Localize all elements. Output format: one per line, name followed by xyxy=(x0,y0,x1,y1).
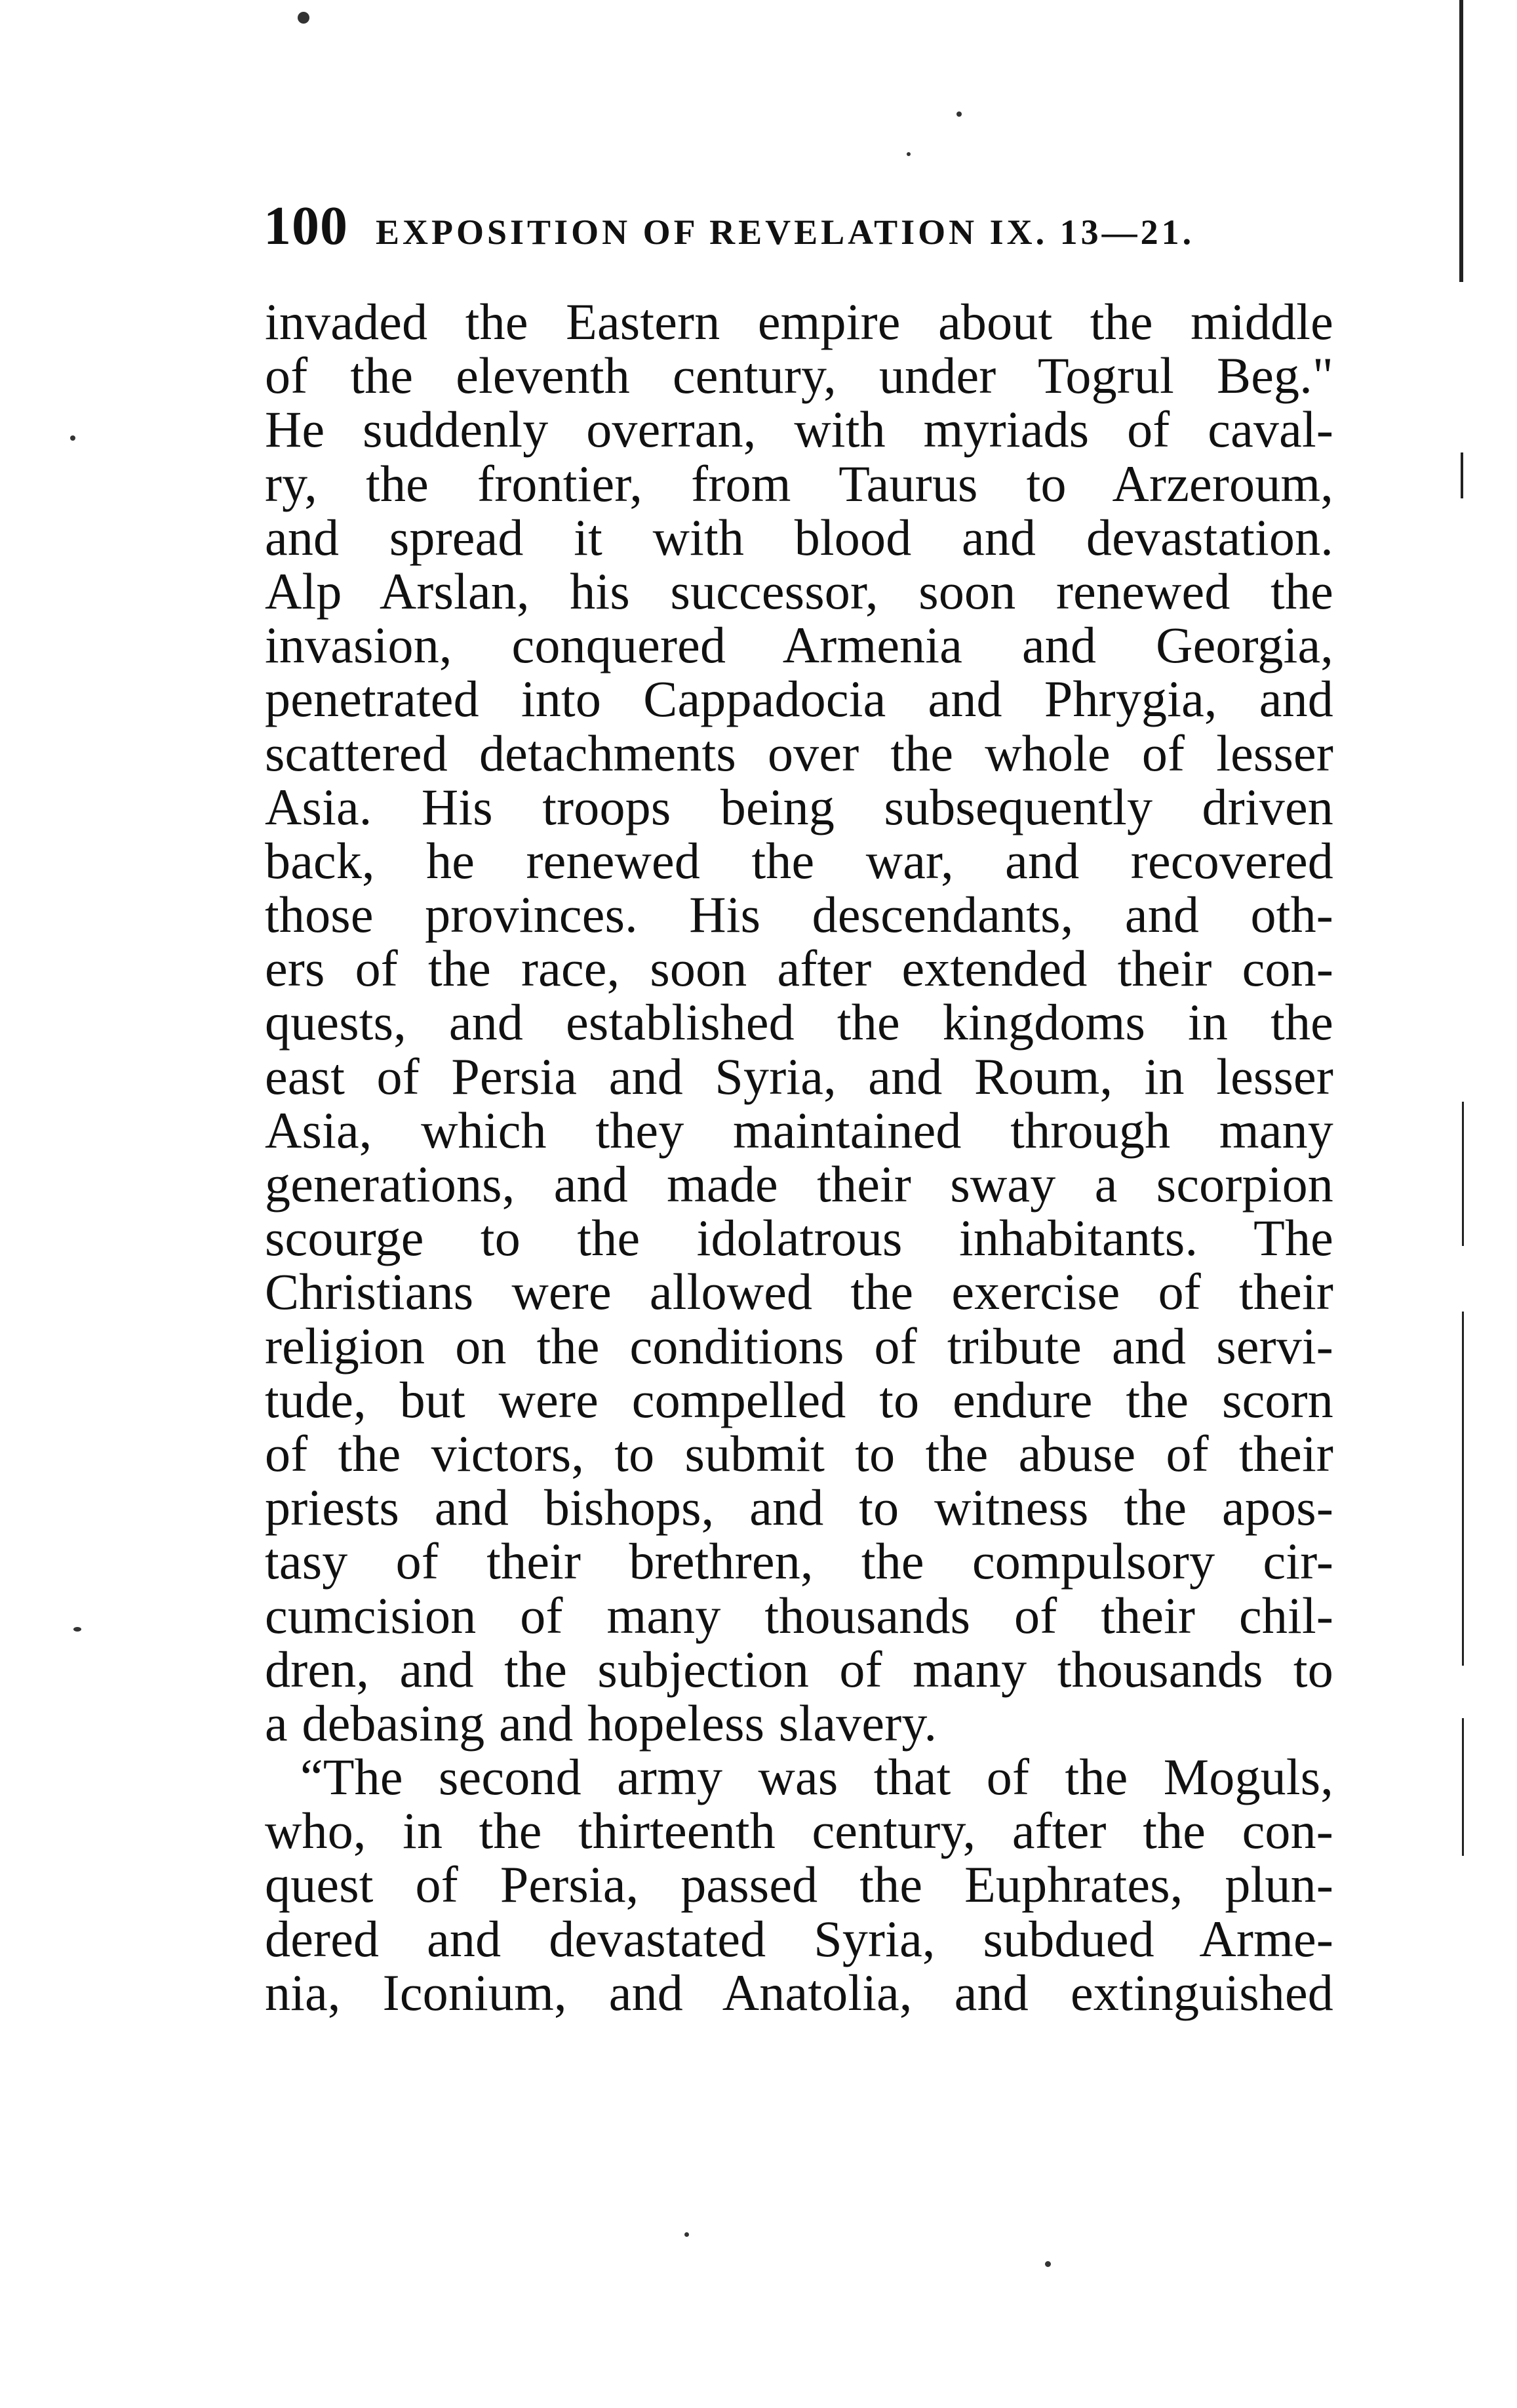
scan-speck xyxy=(70,435,75,441)
text-line: ry, the frontier, from Taurus to Arzeroum, xyxy=(265,454,1333,512)
gutter-edge-line xyxy=(1462,1102,1464,1246)
text-line: nia, Iconium, and Anatolia, and extinguished xyxy=(265,1963,1333,2021)
text-line: scattered detachments over the whole of lesser xyxy=(265,724,1333,782)
text-line: invaded the Eastern empire about the middle xyxy=(265,293,1333,350)
text-line: cumcision of many thousands of their chil- xyxy=(265,1586,1333,1644)
text-line: and spread it with blood and devastation. xyxy=(265,508,1333,566)
text-line: scourge to the idolatrous inhabitants. The xyxy=(265,1209,1333,1267)
body-text xyxy=(265,295,1333,2020)
text-line: religion on the conditions of tribute and servi- xyxy=(265,1317,1333,1375)
scan-speck xyxy=(1045,2261,1051,2267)
text-line: Asia. His troops being subsequently driven xyxy=(265,778,1333,835)
text-line: dren, and the subjection of many thousands to xyxy=(265,1640,1333,1698)
text-line: invasion, conquered Armenia and Georgia, xyxy=(265,616,1333,674)
text-line: Alp Arslan, his successor, soon renewed the xyxy=(265,562,1333,620)
text-line: generations, and made their sway a scorpion xyxy=(265,1155,1333,1213)
running-title: EXPOSITION OF REVELATION IX. 13—21. xyxy=(376,212,1195,252)
text-line: priests and bishops, and to witness the apos- xyxy=(265,1479,1333,1536)
text-line: dered and devastated Syria, subdued Arme- xyxy=(265,1910,1333,1967)
text-line: who, in the thirteenth century, after the con- xyxy=(265,1802,1333,1860)
page-number: 100 xyxy=(264,195,348,256)
scan-speck xyxy=(73,1627,81,1632)
text-line: quest of Persia, passed the Euphrates, plun- xyxy=(265,1856,1333,1914)
text-line: penetrated into Cappadocia and Phrygia, and xyxy=(265,670,1333,728)
scan-speck xyxy=(907,152,911,156)
scan-speck xyxy=(298,12,309,24)
text-line: east of Persia and Syria, and Roum, in lesser xyxy=(265,1047,1333,1105)
text-line: tude, but were compelled to endure the scorn xyxy=(265,1371,1333,1428)
text-line: Christians were allowed the exercise of their xyxy=(265,1263,1333,1321)
text-line: quests, and established the kingdoms in the xyxy=(265,993,1333,1051)
running-head xyxy=(264,190,1286,262)
text-line: “The second army was that of the Moguls, xyxy=(300,1748,1333,1806)
text-line: back, he renewed the war, and recovered xyxy=(265,832,1333,889)
text-line: He suddenly overran, with myriads of caval- xyxy=(265,401,1333,458)
text-line: of the victors, to submit to the abuse of their xyxy=(265,1424,1333,1482)
gutter-edge-line xyxy=(1462,1718,1464,1856)
gutter-edge-line xyxy=(1462,1312,1464,1666)
gutter-edge-line xyxy=(1459,0,1463,282)
scan-speck xyxy=(684,2232,689,2237)
text-line: a debasing and hopeless slavery. xyxy=(265,1694,937,1752)
text-line: those provinces. His descendants, and oth- xyxy=(265,886,1333,944)
text-line: ers of the race, soon after extended their con- xyxy=(265,940,1333,997)
text-line: of the eleventh century, under Togrul Beg." xyxy=(265,347,1333,405)
text-line: tasy of their brethren, the compulsory cir- xyxy=(265,1533,1333,1590)
scan-speck xyxy=(956,111,962,117)
text-line: Asia, which they maintained through many xyxy=(265,1101,1333,1159)
gutter-edge-line xyxy=(1461,452,1463,498)
